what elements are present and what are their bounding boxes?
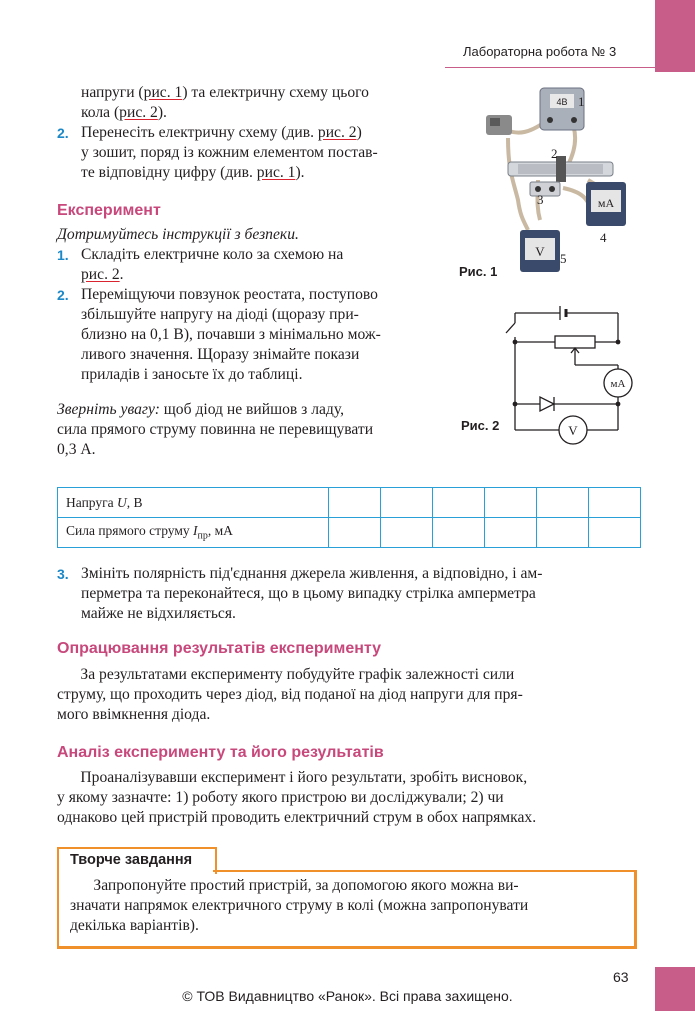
ammeter-photo-symbol: мА [597, 196, 615, 210]
step-number: 2. [57, 125, 69, 141]
table-cell[interactable] [537, 518, 589, 548]
table-cell[interactable] [329, 518, 381, 548]
creative-task-title: Творче завдання [70, 852, 193, 868]
running-header: Лабораторна робота № 3 [463, 44, 617, 59]
page-edge-tab [655, 0, 695, 72]
table-cell[interactable] [589, 518, 641, 548]
table-row [58, 518, 641, 548]
section-heading-processing: Опрацювання результатів експерименту [57, 640, 382, 657]
section-heading-analysis: Аналіз експерименту та його результатів [57, 744, 384, 761]
fig1-caption: Рис. 1 [459, 264, 498, 279]
fig1-number: 4 [600, 230, 607, 245]
exp-step-2: Переміщуючи повзунок реостата, поступово збільшуйте напругу на діоді (щоразу при- близно на 0,1 В), почавши з мінімально мож- ливого значення. Щоразу знімайте покази приладів і заносьте їх до таблиці. [81, 286, 381, 383]
power-source-label: 4В [556, 97, 568, 107]
analysis-text: Проаналізувавши експеримент і його результати, зробіть висновок, у якому зазначте: 1) роботу якого пристрою ви досліджували; 2) чи однаково цей пристрій проводить електричний струм в обох напрямках. [57, 769, 537, 826]
fig1-apparatus-illustration [478, 80, 638, 275]
copyright-footer: © ТОВ Видавництво «Ранок». Всі права захищено. [182, 988, 513, 1004]
attention-note: Зверніть увагу: щоб діод не вийшов з ладу, сила прямого струму повинна не перевищувати 0,3 А. [57, 401, 374, 458]
voltmeter-photo-symbol: V [535, 244, 545, 259]
fig1-number: 1 [578, 94, 585, 109]
table-cell[interactable] [537, 488, 589, 518]
table-cell[interactable] [381, 518, 433, 548]
page-number: 63 [613, 969, 629, 985]
table-row [58, 488, 641, 518]
intro-line-2: кола (рис. 2). [81, 104, 167, 121]
safety-note: Дотримуйтесь інструкції з безпеки. [57, 226, 299, 243]
intro-line-1: напруги (рис. 1) та електричну схему цього [81, 84, 369, 101]
section-heading-experiment: Експеримент [57, 202, 161, 219]
prep-step-2: Перенесіть електричну схему (див. рис. 2) у зошит, поряд із кожним елементом постав- те відповідну цифру (див. рис. 1). [81, 124, 378, 181]
voltmeter-symbol: V [568, 423, 578, 438]
fig2-caption: Рис. 2 [461, 418, 500, 433]
table-cell[interactable] [589, 488, 641, 518]
table-cell[interactable] [433, 488, 485, 518]
fig-ref-link[interactable]: рис. 1 [256, 164, 296, 181]
fig-ref-link[interactable]: рис. 2 [81, 266, 120, 283]
header-rule [445, 67, 655, 68]
fig-ref-link[interactable]: рис. 2 [119, 104, 158, 121]
step-number: 3. [57, 566, 69, 582]
step-number: 1. [57, 247, 69, 263]
measurement-table [57, 487, 641, 548]
exp-step-3: Змініть полярність під'єднання джерела живлення, а відповідно, і ам- перметра та переконайтеся, що в цьому випадку стрілка амперметра майже не відхиляється. [81, 565, 543, 622]
table-cell[interactable] [381, 488, 433, 518]
fig1-number: 5 [560, 251, 567, 266]
row-label-voltage: Напруга U, В [58, 488, 329, 518]
fig-ref-link[interactable]: рис. 1 [143, 84, 183, 101]
fig1-number: 3 [537, 192, 544, 207]
creative-task-text: Запропонуйте простий пристрій, за допомогою якого можна ви- значати напрямок електричного струму в колі (можна запропонувати декілька варіантів). [70, 877, 529, 934]
table-cell[interactable] [329, 488, 381, 518]
ammeter-symbol: мА [610, 378, 626, 390]
fig-ref-link[interactable]: рис. 2 [317, 124, 357, 141]
exp-step-1: Складіть електричне коло за схемою на рис. 2. [81, 246, 344, 283]
row-label-current: Сила прямого струму $I_{пр}$, мА [58, 518, 329, 548]
table-cell[interactable] [485, 488, 537, 518]
table-cell[interactable] [433, 518, 485, 548]
table-cell[interactable] [485, 518, 537, 548]
processing-text: За результатами експерименту побудуйте графік залежності сили струму, що проходить через діод, від поданої на діод напруги для пря- мого ввімкнення діода. [57, 666, 523, 723]
fig1-number: 2 [551, 146, 558, 161]
fig2-circuit-diagram [500, 305, 640, 450]
step-number: 2. [57, 287, 69, 303]
